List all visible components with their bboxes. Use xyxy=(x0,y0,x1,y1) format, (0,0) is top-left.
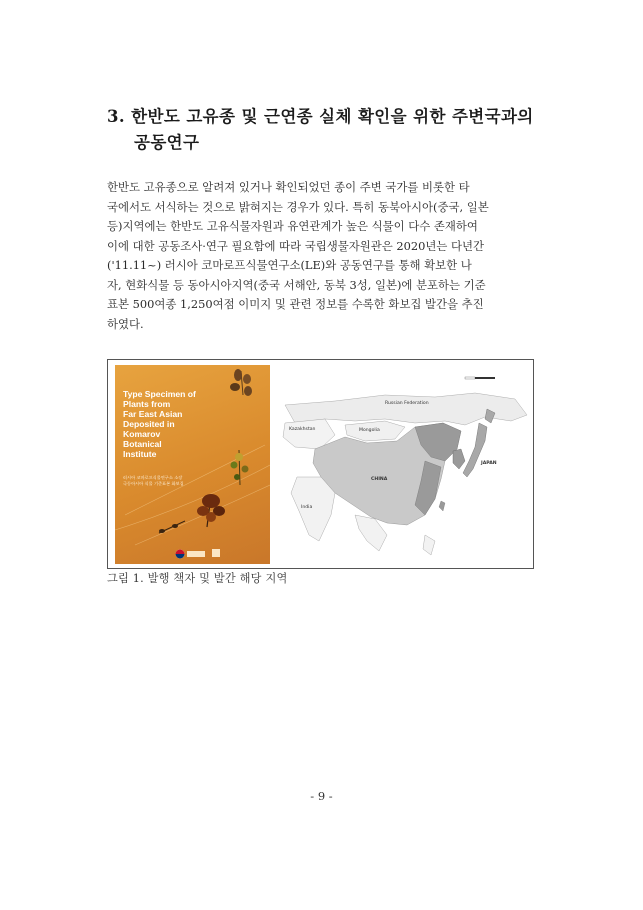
cover-title-line: Botanical xyxy=(123,439,162,449)
page-number: - 9 - xyxy=(310,789,333,803)
map-label-china: CHINA xyxy=(371,477,388,482)
section-heading-line1: 3. 한반도 고유종 및 근연종 실체 확인을 위한 주변국과의 xyxy=(107,107,534,126)
map-label-russia: Russian Federation xyxy=(385,401,429,406)
figure-frame xyxy=(107,359,534,569)
paragraph-line: 하였다. xyxy=(107,316,144,331)
cover-subtitle xyxy=(123,475,203,487)
body-paragraph xyxy=(107,178,539,334)
cover-title-line: Deposited in xyxy=(123,419,175,429)
cover-title-line: Institute xyxy=(123,449,157,459)
section-heading-line2: 공동연구 xyxy=(134,133,200,152)
cover-title-line: Far East Asian xyxy=(123,409,183,419)
cover-title-line: Type Specimen of xyxy=(123,389,196,399)
paragraph-line: 표본 500여종 1,250여점 이미지 및 관련 정보를 수록한 화보집 발간을 추진 xyxy=(107,297,484,311)
cover-title xyxy=(123,389,223,459)
paragraph-line: 한반도 고유종으로 알려져 있거나 확인되었던 종이 주변 국가를 비롯한 타 xyxy=(107,180,470,194)
cover-subtitle-line: 러시아 코마로프식물연구소 소장 xyxy=(123,475,183,480)
paragraph-line: 등)지역에는 한반도 고유식물자원과 유연관계가 높은 식물이 다수 존재하여 xyxy=(107,219,478,233)
map-label-japan: JAPAN xyxy=(481,461,497,466)
map-label-india: India xyxy=(301,505,313,510)
cover-subtitle-line: 극동아시아 식물 기준표본 화보집 xyxy=(123,481,184,486)
figure-caption: 그림 1. 발행 책자 및 발간 해당 지역 xyxy=(107,572,288,585)
paragraph-line: ('11.11~) 러시아 코마로프식물연구소(LE)와 공동연구를 통해 확보한 나 xyxy=(107,258,472,272)
cover-title-line: Komarov xyxy=(123,429,161,439)
map-label-mongolia: Mongolia xyxy=(359,428,380,433)
paragraph-line: 이에 대한 공동조사·연구 필요함에 따라 국립생물자원관은 2020년는 다년간 xyxy=(107,238,485,253)
map-label-kazakhstan: Kazakhstan xyxy=(289,427,316,432)
book-cover xyxy=(115,365,270,564)
paragraph-line: 자, 현화식물 등 동아시아지역(중국 서해안, 동북 3성, 일본)에 분포하는 기준 xyxy=(107,277,486,292)
section-heading xyxy=(107,104,547,156)
paragraph-line: 국에서도 서식하는 것으로 밝혀지는 경우가 있다. 특히 동북아시아(중국, 일본 xyxy=(107,199,489,214)
cover-title-line: Plants from xyxy=(123,399,171,409)
east-asia-map xyxy=(275,365,529,564)
